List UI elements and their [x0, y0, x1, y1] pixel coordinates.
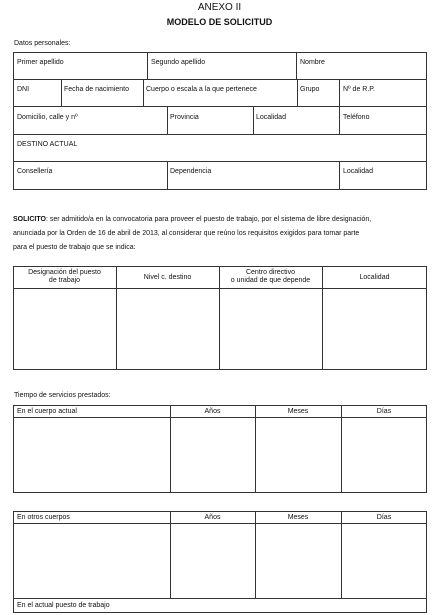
field-dni[interactable]: DNI	[17, 86, 30, 93]
field-primer-apellido[interactable]: Primer apellido	[17, 59, 64, 66]
solicito-keyword: SOLICITO	[13, 216, 46, 223]
otros-cuerpos-dias: Días	[376, 514, 392, 521]
puesto-header-centro-line-1: Centro directivo	[245, 269, 296, 276]
puesto-header-designacion-line-1: Designación del puesto	[28, 269, 101, 276]
otros-cuerpos-label: En otros cuerpos	[17, 514, 70, 521]
cuerpo-actual-dias: Días	[376, 408, 392, 415]
solicito-line-3: para el puesto de trabajo que se indica:	[13, 244, 136, 251]
actual-puesto-label: En el actual puesto de trabajo	[17, 602, 110, 609]
otros-cuerpos-meses: Meses	[287, 514, 309, 521]
field-provincia[interactable]: Provincia	[170, 114, 199, 121]
puesto-header-centro-line-2: o unidad de que depende	[230, 277, 311, 284]
puesto-header-localidad: Localidad	[359, 274, 390, 281]
destino-actual-heading: DESTINO ACTUAL	[17, 141, 78, 148]
field-localidad-destino[interactable]: Localidad	[343, 168, 373, 175]
solicito-paragraph	[13, 213, 371, 255]
servicios-table-cuerpo-actual	[13, 405, 427, 493]
solicito-line-2: anunciada por la Orden de 16 de abril de 2013, al considerar que reúno los requisitos exigidos para tomar parte	[13, 230, 360, 237]
cuerpo-actual-meses: Meses	[287, 408, 309, 415]
puesto-header-designacion-line-2: de trabajo	[48, 277, 81, 284]
field-numero-rp[interactable]: Nº de R.P.	[343, 86, 375, 93]
field-conselleria[interactable]: Consellería	[17, 168, 53, 175]
otros-cuerpos-anos: Años	[204, 514, 221, 521]
field-telefono[interactable]: Teléfono	[343, 114, 370, 121]
field-cuerpo-escala[interactable]: Cuerpo o escala a la que pertenece	[146, 86, 257, 93]
solicito-line-1: : ser admitido/a en la convocatoria para proveer el puesto de trabajo, por el sistema de libre designación,	[45, 216, 372, 223]
field-nombre[interactable]: Nombre	[300, 59, 325, 66]
cuerpo-actual-label: En el cuerpo actual	[17, 408, 77, 415]
field-localidad[interactable]: Localidad	[256, 114, 286, 121]
field-dependencia[interactable]: Dependencia	[170, 168, 212, 175]
field-domicilio[interactable]: Domicilio, calle y nº	[17, 114, 78, 121]
field-segundo-apellido[interactable]: Segundo apellido	[151, 59, 206, 66]
personal-section-label: Datos personales:	[14, 40, 71, 47]
field-grupo[interactable]: Grupo	[300, 86, 320, 93]
servicios-section-label: Tiempo de servicios prestados:	[14, 392, 111, 399]
cuerpo-actual-anos: Años	[204, 408, 221, 415]
page-title: MODELO DE SOLICITUD	[166, 17, 273, 27]
field-fecha-nacimiento[interactable]: Fecha de nacimiento	[64, 86, 129, 93]
puesto-header-nivel: Nivel c. destino	[143, 274, 192, 281]
puesto-header-designacion	[13, 269, 116, 285]
annex-label: ANEXO II	[197, 2, 242, 13]
puesto-header-centro	[219, 269, 322, 285]
